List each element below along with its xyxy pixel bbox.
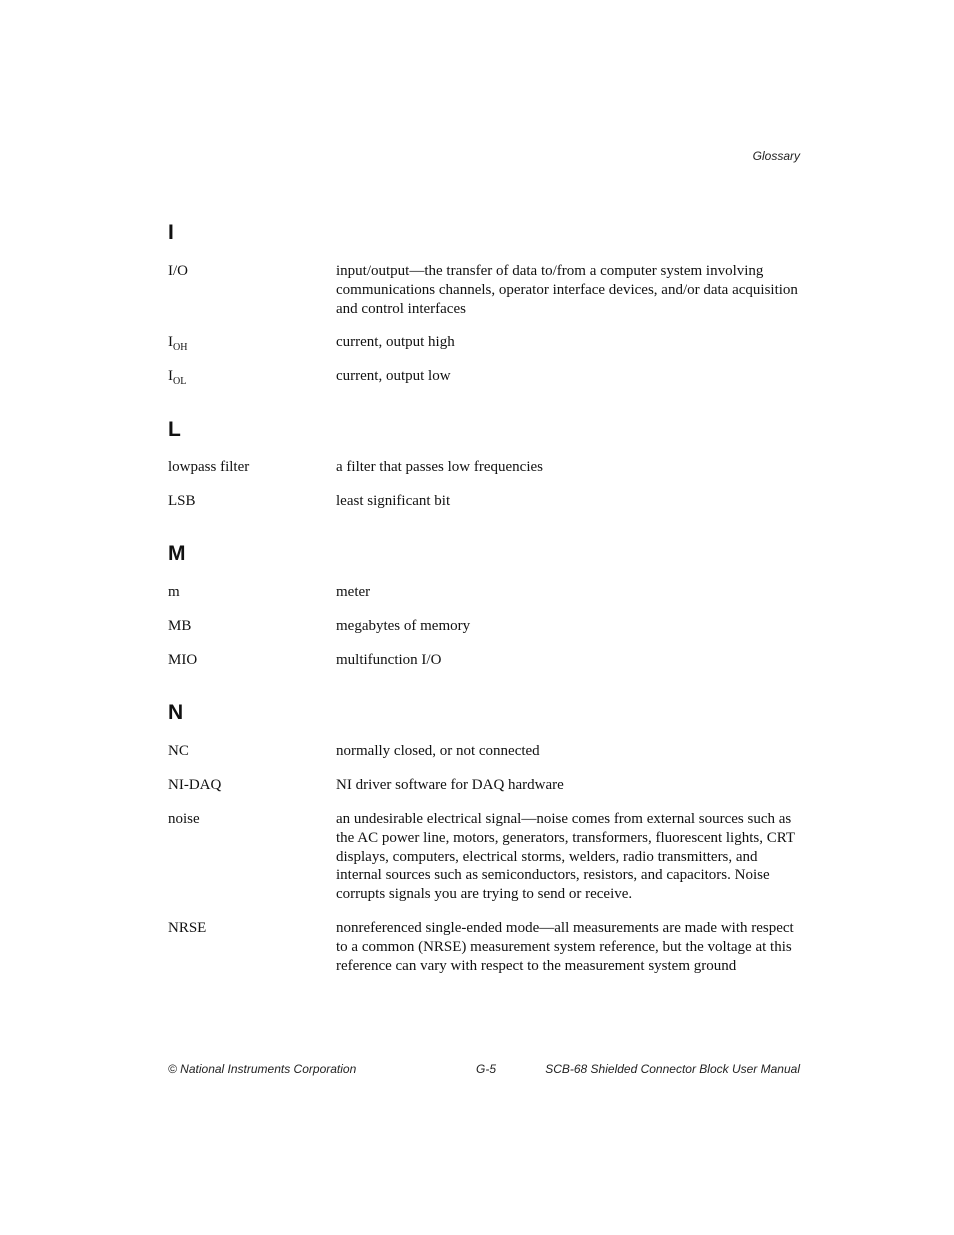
term-subscript: OL xyxy=(173,376,187,387)
glossary-term xyxy=(168,367,328,387)
glossary-definition: current, output low xyxy=(336,368,451,384)
glossary-definition: nonreferenced single-ended mode—all measurements are made with respect to a common (NRSE) measurement system reference, but the voltage at this reference can vary with respect to the measurement system ground xyxy=(336,920,794,974)
glossary-term: NC xyxy=(168,743,189,759)
glossary-term: m xyxy=(168,584,180,600)
glossary-term xyxy=(168,333,328,353)
glossary-term: I/O xyxy=(168,263,188,279)
footer-page-number: G-5 xyxy=(476,1062,497,1076)
running-head: Glossary xyxy=(752,149,800,163)
glossary-definition: normally closed, or not connected xyxy=(336,743,540,759)
glossary-definition: meter xyxy=(336,584,371,600)
section-letter-n: N xyxy=(168,701,184,724)
section-letter-m: M xyxy=(168,542,186,565)
term-base: I xyxy=(168,334,173,350)
footer-copyright: © National Instruments Corporation xyxy=(168,1062,357,1076)
glossary-definition: input/output—the transfer of data to/from a computer system involving communications channels, operator interface devices, and/or data acquisition and control interfaces xyxy=(336,263,798,317)
glossary-definition: an undesirable electrical signal—noise comes from external sources such as the AC power line, motors, generators, transformers, fluorescent lights, CRT displays, computers, electrical storms, welders, radio transmitters, and internal sources such as semiconductors, resistors, and capacitors. Noise corrupts signals you are trying to send or receive. xyxy=(336,811,795,903)
glossary-term: NI-DAQ xyxy=(168,777,222,793)
section-letter-i: I xyxy=(168,221,174,244)
section-letter-l: L xyxy=(168,418,181,441)
glossary-definition: NI driver software for DAQ hardware xyxy=(336,777,564,793)
glossary-definition: a filter that passes low frequencies xyxy=(336,459,544,475)
term-base: I xyxy=(168,368,173,384)
glossary-term: lowpass filter xyxy=(168,459,250,475)
glossary-term: LSB xyxy=(168,493,196,509)
footer-manual-title: SCB-68 Shielded Connector Block User Manual xyxy=(545,1062,800,1076)
glossary-definition: multifunction I/O xyxy=(336,652,442,668)
glossary-definition: megabytes of memory xyxy=(336,618,471,634)
glossary-term: NRSE xyxy=(168,920,207,936)
term-subscript: OH xyxy=(173,342,188,353)
glossary-term: noise xyxy=(168,811,200,827)
glossary-term: MIO xyxy=(168,652,198,668)
glossary-definition: current, output high xyxy=(336,334,455,350)
glossary-definition: least significant bit xyxy=(336,493,451,509)
glossary-term: MB xyxy=(168,618,192,634)
